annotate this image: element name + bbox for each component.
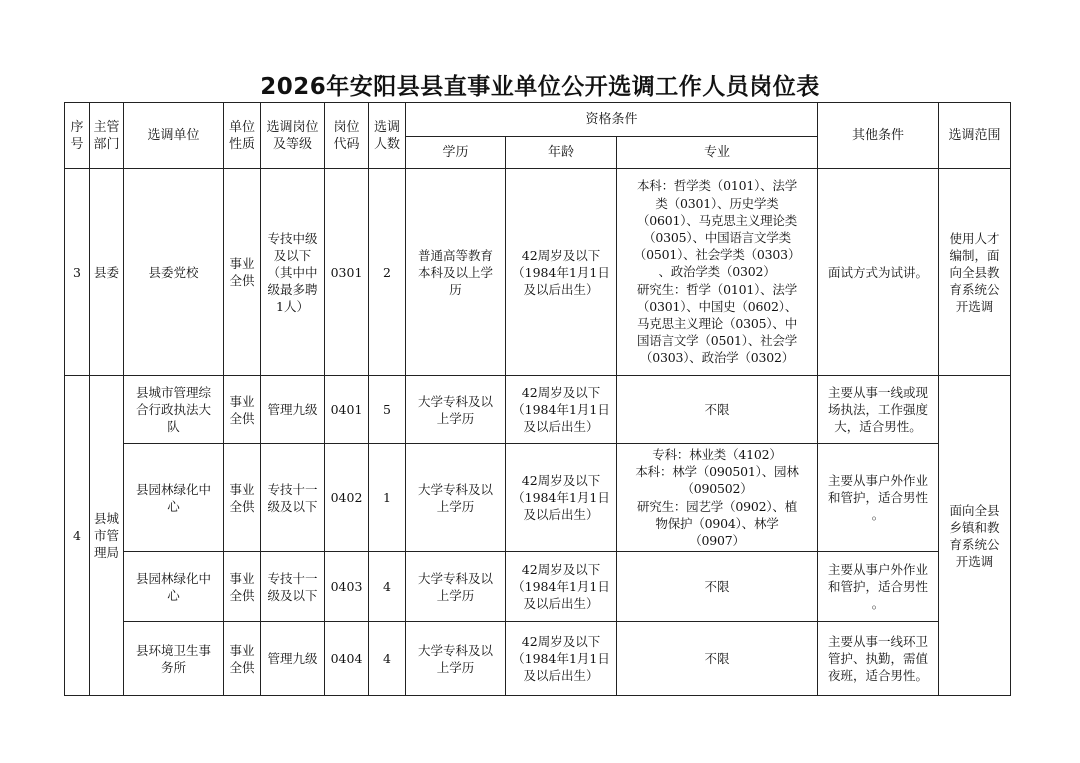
major-cell: 本科：哲学类（0101）、法学 类（0301）、历史学类 （0601）、马克思主义理论类 （0305）、中国语言文学类 （0501）、社会学类（0303） 、政治学类（0302） 研究生：哲学（0101）、法学 （0301）、中国史（0602）、 马克思主义理论（0305）、中 国语言文学（0501）、社会学 （0303）、政治学（0302）: [617, 169, 818, 376]
unit-cell: 县园林绿化中 心: [124, 552, 224, 622]
count-cell: 4: [369, 552, 406, 622]
code-cell: 0401: [325, 376, 369, 444]
education-cell: 大学专科及以 上学历: [406, 552, 506, 622]
other-cell: 主要从事户外作业 和管护，适合男性 。: [818, 552, 939, 622]
dept-cell: 县委: [90, 169, 124, 376]
code-cell: 0402: [325, 444, 369, 552]
major-cell: 不限: [617, 622, 818, 696]
other-cell: 面试方式为试讲。: [818, 169, 939, 376]
header-row-1: [65, 103, 1011, 137]
nature-cell: 事业 全供: [224, 376, 261, 444]
major-cell: 专科：林业类（4102） 本科：林学（090501）、园林 （090502） 研究生：园艺学（0902）、植 物保护（0904）、林学 （0907）: [617, 444, 818, 552]
header-count: 选调 人数: [369, 103, 406, 169]
table-row: [65, 444, 1011, 552]
nature-cell: 事业 全供: [224, 622, 261, 696]
header-seq: 序 号: [65, 103, 90, 169]
table-row: [65, 376, 1011, 444]
header-unit: 选调单位: [124, 103, 224, 169]
post-cell: 管理九级: [261, 622, 325, 696]
age-cell: 42周岁及以下 （1984年1月1日 及以后出生）: [506, 552, 617, 622]
unit-cell: 县城市管理综 合行政执法大 队: [124, 376, 224, 444]
seq-cell: 4: [65, 376, 90, 696]
major-cell: 不限: [617, 376, 818, 444]
unit-cell: 县环境卫生事 务所: [124, 622, 224, 696]
education-cell: 普通高等教育 本科及以上学 历: [406, 169, 506, 376]
nature-cell: 事业 全供: [224, 444, 261, 552]
nature-cell: 事业 全供: [224, 552, 261, 622]
education-cell: 大学专科及以 上学历: [406, 376, 506, 444]
header-nature: 单位 性质: [224, 103, 261, 169]
other-cell: 主要从事一线环卫 管护、执勤，需值 夜班，适合男性。: [818, 622, 939, 696]
count-cell: 5: [369, 376, 406, 444]
table-row: [65, 622, 1011, 696]
unit-cell: 县委党校: [124, 169, 224, 376]
table-row: [65, 169, 1011, 376]
count-cell: 1: [369, 444, 406, 552]
other-cell: 主要从事户外作业 和管护，适合男性 。: [818, 444, 939, 552]
page-title: 2026年安阳县县直事业单位公开选调工作人员岗位表: [260, 74, 820, 100]
table-row: [65, 552, 1011, 622]
code-cell: 0404: [325, 622, 369, 696]
header-other: 其他条件: [818, 103, 939, 169]
education-cell: 大学专科及以 上学历: [406, 622, 506, 696]
header-major: 专业: [617, 137, 818, 169]
post-cell: 专技十一 级及以下: [261, 552, 325, 622]
header-code: 岗位 代码: [325, 103, 369, 169]
count-cell: 4: [369, 622, 406, 696]
age-cell: 42周岁及以下 （1984年1月1日 及以后出生）: [506, 169, 617, 376]
dept-cell: 县城 市管 理局: [90, 376, 124, 696]
count-cell: 2: [369, 169, 406, 376]
education-cell: 大学专科及以 上学历: [406, 444, 506, 552]
nature-cell: 事业 全供: [224, 169, 261, 376]
post-cell: 专技中级 及以下 （其中中 级最多聘 1人）: [261, 169, 325, 376]
age-cell: 42周岁及以下 （1984年1月1日 及以后出生）: [506, 622, 617, 696]
header-dept: 主管 部门: [90, 103, 124, 169]
header-education: 学历: [406, 137, 506, 169]
scope-cell: 使用人才 编制，面 向全县教 育系统公 开选调: [939, 169, 1011, 376]
seq-cell: 3: [65, 169, 90, 376]
other-cell: 主要从事一线或现 场执法，工作强度 大，适合男性。: [818, 376, 939, 444]
major-cell: 不限: [617, 552, 818, 622]
code-cell: 0301: [325, 169, 369, 376]
header-qualification: 资格条件: [406, 103, 818, 137]
age-cell: 42周岁及以下 （1984年1月1日 及以后出生）: [506, 376, 617, 444]
positions-table: [64, 102, 1011, 696]
scope-cell: 面向全县 乡镇和教 育系统公 开选调: [939, 376, 1011, 696]
post-cell: 专技十一 级及以下: [261, 444, 325, 552]
header-age: 年龄: [506, 137, 617, 169]
code-cell: 0403: [325, 552, 369, 622]
header-scope: 选调范围: [939, 103, 1011, 169]
post-cell: 管理九级: [261, 376, 325, 444]
age-cell: 42周岁及以下 （1984年1月1日 及以后出生）: [506, 444, 617, 552]
header-post: 选调岗位 及等级: [261, 103, 325, 169]
unit-cell: 县园林绿化中 心: [124, 444, 224, 552]
